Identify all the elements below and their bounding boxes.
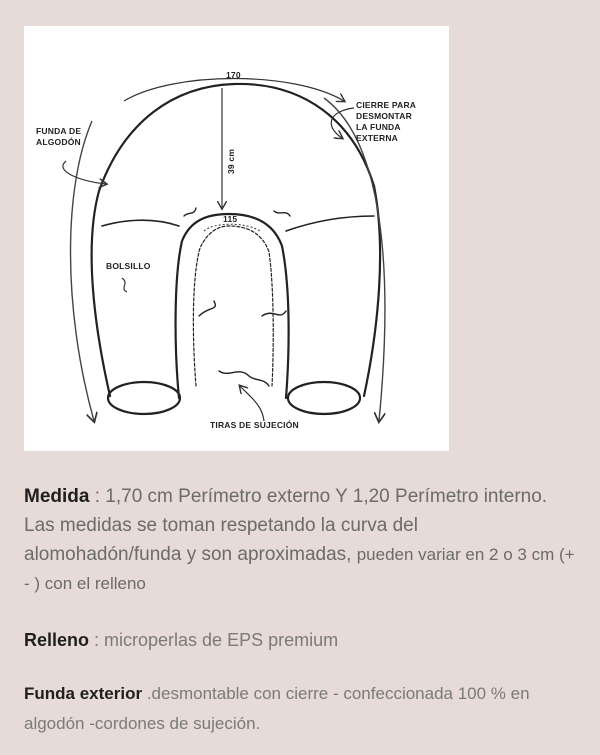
cotton-cover-label-line1: FUNDA DE [36,126,82,136]
measurement-text: : 1,70 cm Perímetro externo Y 1,20 Perímetro interno. Las medidas se toman respetando la curva del alomohadón/funda y son aproximadas, [24,486,548,565]
zipper-label-line1: CIERRE PARA [356,100,417,110]
pocket-label: BOLSILLO [106,261,151,271]
zipper-label-line2: DESMONTAR [356,111,412,121]
pillow-outer-outline [92,84,380,396]
zipper-label-line3: LA FUNDA [356,122,401,132]
ties-label: TIRAS DE SUJECIÓN [210,420,299,430]
measurement-variation-text: pueden variar en 2 o 3 cm (+ - ) con el relleno [24,545,575,593]
measurement-key: Medida [24,486,90,507]
zipper-label-line4: EXTERNA [356,133,399,143]
pillow-diagram [24,26,449,451]
filling-paragraph [24,627,580,653]
outer-cover-key: Funda exterior [24,684,143,703]
measurement-paragraph [24,482,580,598]
cotton-cover-label-line2: ALGODÓN [36,137,81,147]
pillow-diagram-illustration [24,26,449,451]
outer-perimeter-label: 170 [226,70,241,80]
filling-key: Relleno [24,630,90,650]
outer-cover-text: .desmontable con cierre - confeccionada 100 % en algodón -cordones de sujeción. [24,684,530,733]
inner-perimeter-label: 115 [223,214,238,224]
height-label: 39 cm [226,148,236,174]
pillow-inner-outline [176,214,289,398]
outer-cover-paragraph [24,679,580,739]
filling-text: : microperlas de EPS premium [89,630,339,650]
